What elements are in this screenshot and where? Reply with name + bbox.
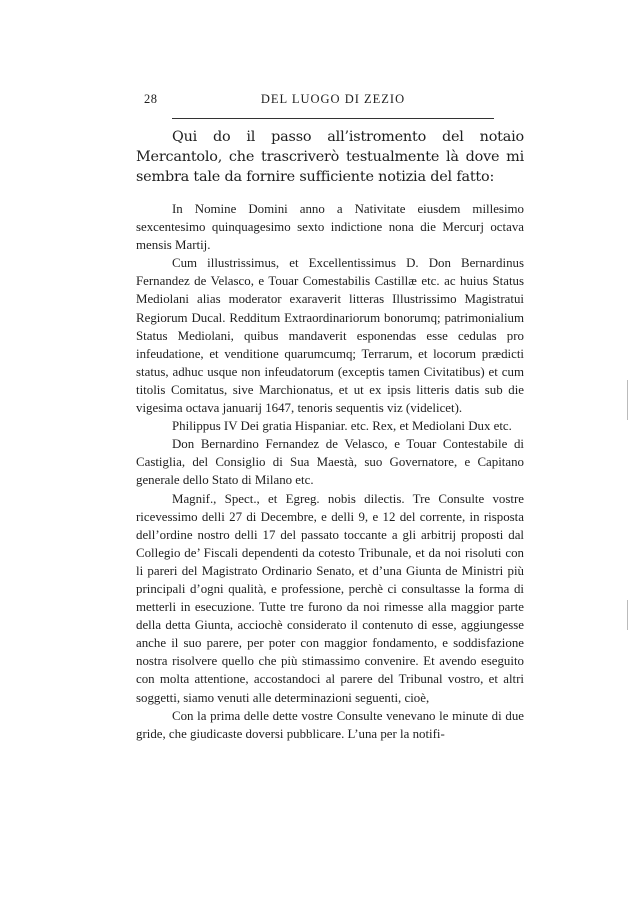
paragraph-don-bernardino: Don Bernardino Fernandez de Velasco, e Touar Contestabile di Castiglia, del Consiglio di Sua Maestà, suo Governatore, e Capitano generale dello Stato di Milano etc. [136, 437, 524, 488]
paragraph-philippus: Philippus IV Dei gratia Hispaniar. etc. Rex, et Mediolani Dux etc. [172, 419, 512, 434]
page-header [144, 92, 522, 110]
document-excerpt [136, 200, 524, 743]
paragraph-preamble: In Nomine Domini anno a Nativitate eiusdem millesimo sexcentesimo quinquagesimo sexto indictione nona die Mercurj octava mensis Martij. [136, 202, 524, 253]
paragraph-cum-illustrissimus: Cum illustrissimus, et Excellentissimus D. Don Bernardinus Fernandez de Velasco, e Touar Comestabilis Castillæ etc. ac huius Status Mediolani alias moderator exaraverit litteras Illustrissimo Magistratui Regiorum Ducal. Redditum Extraordinariorum bonorumq; patrimonialium Status Mediolani, quibus mandaverit esponendas esse cedulas pro infeudatione, et venditione quarumcumq; Terrarum, et locorum prædicti status, adhuc usque non infeudatorum (exceptis tamen Civitatibus) et cum titolis Comitatus, sive Marchionatus, et ut ex ipsis litteris datis sub die vigesima octava januarij 1647, tenoris sequentis viz (videlicet). [136, 256, 524, 416]
scan-edge-mark [627, 600, 628, 630]
page-number: 28 [144, 92, 158, 106]
header-rule [172, 118, 494, 119]
lead-paragraph: Qui do il passo all’istromento del notaio Mercantolo, che trascriverò testualmente là dove mi sembra tale da fornire sufficiente notizia del fatto: [136, 129, 524, 185]
paragraph-con-la-prima: Con la prima delle dette vostre Consulte venevano le minute di due gride, che giudicaste doversi pubblicare. L’una per la notifi- [136, 708, 524, 741]
running-title: DEL LUOGO DI ZEZIO [260, 92, 406, 106]
paragraph-magnif: Magnif., Spect., et Egreg. nobis dilectis. Tre Consulte vostre ricevessimo delli 27 di Decembre, e delli 9, e 12 del corrente, in risposta dell’ordine nostro delli 17 del passato toccante a gli arbitrij proposti dal Collegio de’ Fiscali dependenti da cotesto Tribunale, et da noi risoluti con li pareri del Magistrato Ordinario Senato, et d’una Giunta de Ministri più principali d’ogni qualità, e professione, perchè ci consultasse la forma di metterli in esecuzione. Tutte tre furono da noi rimesse alla maggior parte della detta Giunta, acciochè considerato il contenuto di esse, aggiungesse anche il suo parere, per poter con maggior fondamento, e soddisfazione nostra risolvere quello che più stimassimo convenire. Et avendo eseguito con molta attentione, accostandoci al parere del Tribunal vostro, et altri soggetti, siamo venuti alle determinazioni seguenti, cioè, [136, 491, 524, 705]
scan-edge-mark [627, 380, 628, 420]
